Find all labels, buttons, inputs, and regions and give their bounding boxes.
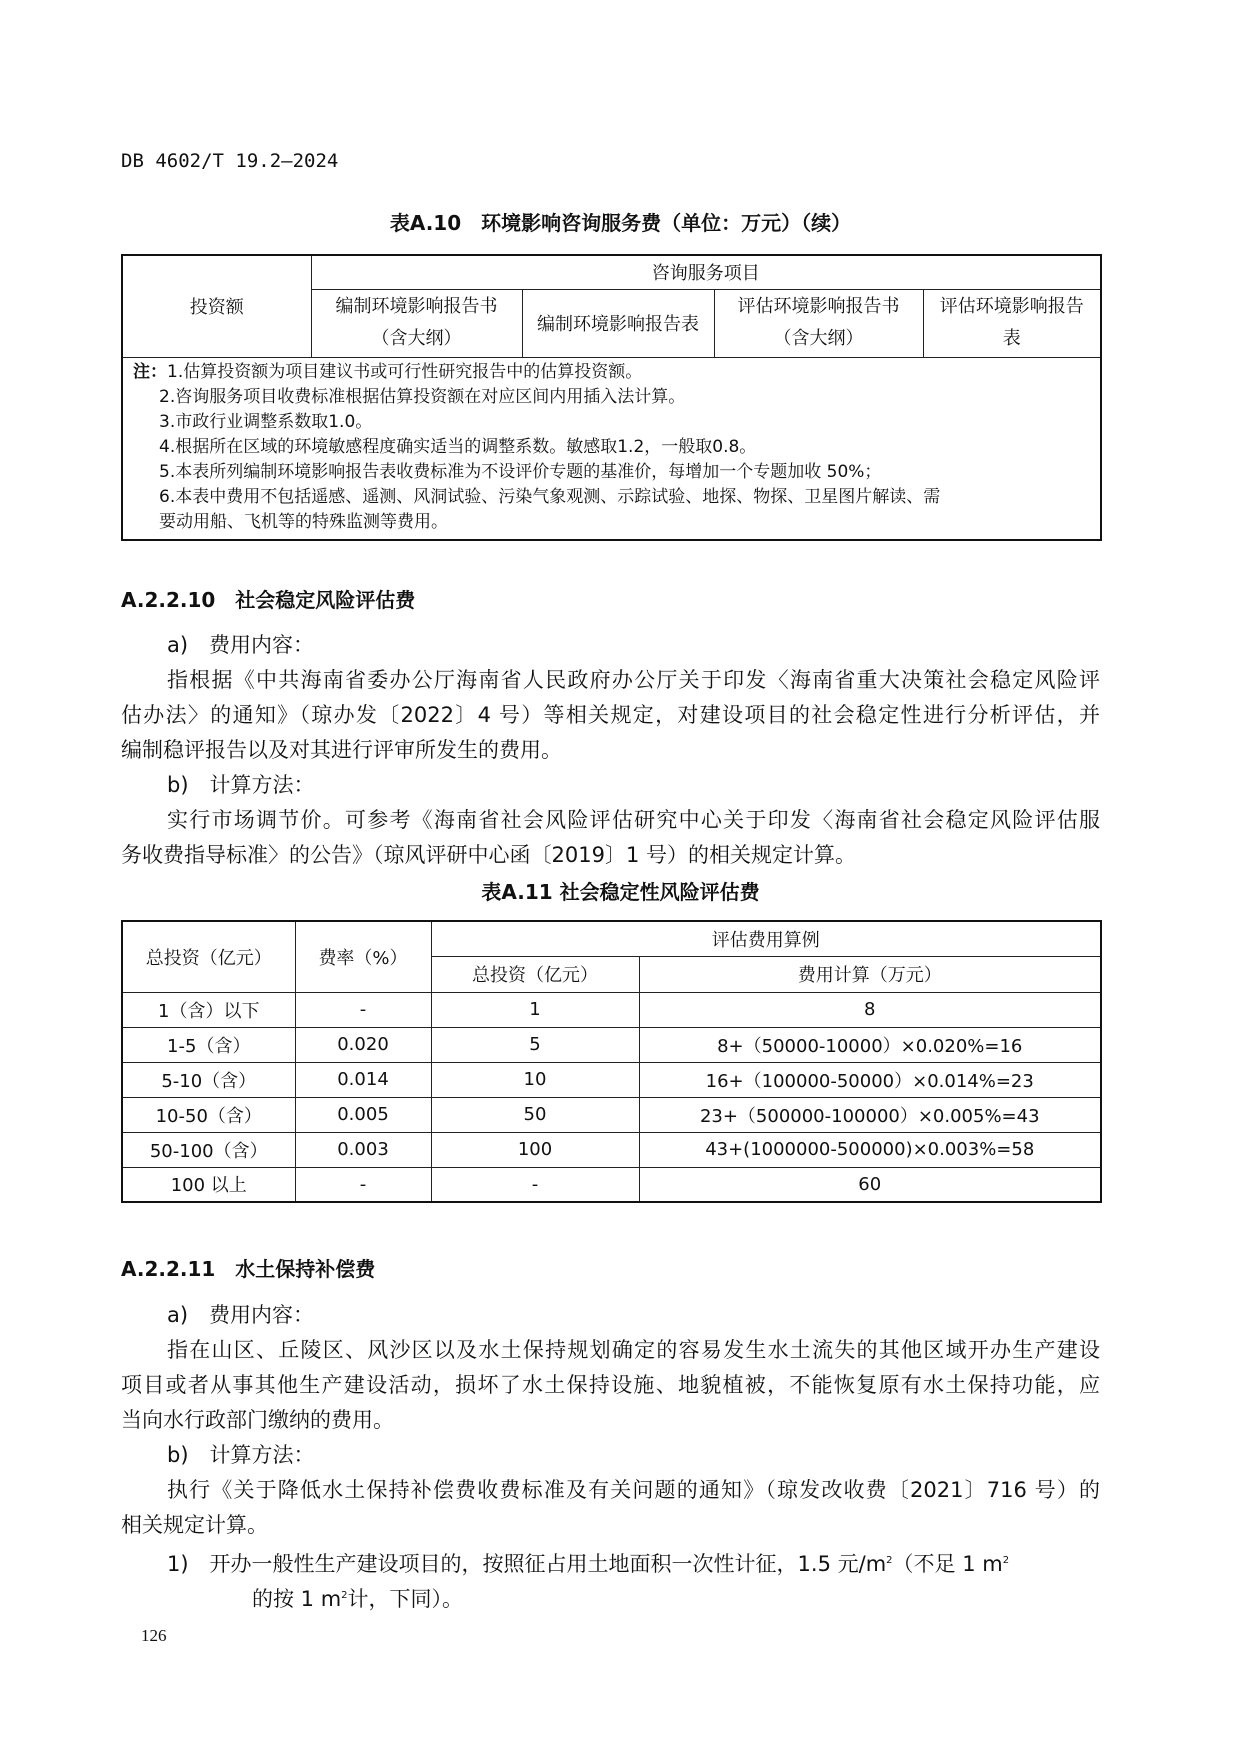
table-cell: 100 以上 [122,1167,295,1202]
table-cell: 8 [639,992,1101,1027]
table-row [122,1132,1101,1167]
table-cell: 1 [431,992,639,1027]
table-cell: 8+（50000-10000）×0.020%=16 [639,1027,1101,1062]
note-line: 要动用船、飞机等的特殊监测等费用。 [159,511,448,532]
item-label: b) 计算方法： [167,773,315,797]
table-cell: 1（含）以下 [122,992,295,1027]
paragraph-line: 实行市场调节价。可参考《海南省社会风险评估研究中心关于印发〈海南省社会稳定风险评估服 [167,808,1100,832]
col-header: 评估环境影响报告书 （含大纲） [714,289,923,357]
col-rate: 费率（%） [295,921,431,992]
table-notes [122,357,1101,540]
group-header: 评估费用算例 [431,921,1101,956]
table-cell: - [431,1167,639,1202]
table-row [122,1027,1101,1062]
note-line: 6.本表中费用不包括遥感、遥测、风洞试验、污染气象观测、示踪试验、地探、物探、卫星图片解读、需 [159,486,941,507]
col-header: 编制环境影响报告书 （含大纲） [311,289,522,357]
note-line: 5.本表所列编制环境影响报告表收费标准为不设评价专题的基准价，每增加一个专题加收 50%； [159,461,882,482]
table-row [122,1097,1101,1132]
col-total: 总投资（亿元） [122,921,295,992]
table-row [122,1062,1101,1097]
section-body [121,628,1100,873]
note-line: 3.市政行业调整系数取1.0。 [159,411,373,432]
table-cell: 100 [431,1132,639,1167]
group-header: 咨询服务项目 [311,255,1101,289]
list-item-1-cont: 的按 1 $m^2$计，下同）。 [252,1587,464,1611]
table-a11-title: 表A.11 社会稳定性风险评估费 [481,880,760,904]
paragraph-line: 项目或者从事其他生产建设活动，损坏了水土保持设施、地貌植被，不能恢复原有水土保持功能，应 [121,1373,1100,1397]
note-line: 4.根据所在区域的环境敏感程度确实适当的调整系数。敏感取1.2，一般取0.8。 [159,436,757,457]
paragraph-line: 估办法〉的通知》（琼办发〔2022〕4 号）等相关规定，对建设项目的社会稳定性进行分析评估，并 [121,703,1100,727]
table-cell: 50-100（含） [122,1132,295,1167]
table-cell: - [295,992,431,1027]
table-cell: 43+(1000000-500000)×0.003%=58 [639,1132,1101,1167]
table-row [122,992,1101,1027]
table-row [122,1167,1101,1202]
table-a10 [121,254,1102,541]
section-heading: A.2.2.11 水土保持补偿费 [121,1257,376,1281]
col-ex-calc: 费用计算（万元） [639,956,1101,992]
section-body [121,1298,1100,1613]
item-label: a) 费用内容： [167,633,315,657]
col-ex-total: 总投资（亿元） [431,956,639,992]
table-cell: 16+（100000-50000）×0.014%=23 [639,1062,1101,1097]
paragraph-line: 当向水行政部门缴纳的费用。 [121,1408,394,1432]
table-cell: 23+（500000-100000）×0.005%=43 [639,1097,1101,1132]
table-cell: - [295,1167,431,1202]
table-cell: 0.020 [295,1027,431,1062]
col-investment: 投资额 [122,255,311,357]
standard-number: DB 4602/T 19.2—2024 [121,150,339,172]
list-item-1: 1) 开办一般性生产建设项目的，按照征占用土地面积一次性计征，1.5 元$/m^2$（不足 1 $m^2$ [167,1552,1010,1576]
note-line: 2.咨询服务项目收费标准根据估算投资额在对应区间内用插入法计算。 [159,386,686,407]
table-cell: 10 [431,1062,639,1097]
paragraph-line: 务收费指导标准〉的公告》（琼风评研中心函〔2019〕1 号）的相关规定计算。 [121,843,856,867]
page-number: 126 [141,1626,167,1645]
paragraph-line: 相关规定计算。 [121,1513,268,1537]
table-cell: 10-50（含） [122,1097,295,1132]
item-label: b) 计算方法： [167,1443,315,1467]
table-cell: 50 [431,1097,639,1132]
table-cell: 0.003 [295,1132,431,1167]
col-header: 评估环境影响报告 表 [923,289,1101,357]
section-heading: A.2.2.10 社会稳定风险评估费 [121,588,416,612]
table-cell: 1-5（含） [122,1027,295,1062]
paragraph-line: 编制稳评报告以及对其进行评审所发生的费用。 [121,738,562,762]
item-label: a) 费用内容： [167,1303,315,1327]
table-a10-title: 表A.10 环境影响咨询服务费（单位：万元）（续） [389,211,852,235]
table-cell: 0.005 [295,1097,431,1132]
paragraph-line: 指在山区、丘陵区、风沙区以及水土保持规划确定的容易发生水土流失的其他区域开办生产建设 [167,1338,1100,1362]
table-cell: 5-10（含） [122,1062,295,1097]
col-header: 编制环境影响报告表 [522,289,714,357]
table-cell: 60 [639,1167,1101,1202]
paragraph-line: 指根据《中共海南省委办公厅海南省人民政府办公厅关于印发〈海南省重大决策社会稳定风险评 [167,668,1100,692]
note-line: 注：1.估算投资额为项目建议书或可行性研究报告中的估算投资额。 [133,361,643,382]
table-a11 [121,920,1102,1203]
table-cell: 5 [431,1027,639,1062]
table-cell: 0.014 [295,1062,431,1097]
paragraph-line: 执行《关于降低水土保持补偿费收费标准及有关问题的通知》（琼发改收费〔2021〕716 号）的 [167,1478,1100,1502]
